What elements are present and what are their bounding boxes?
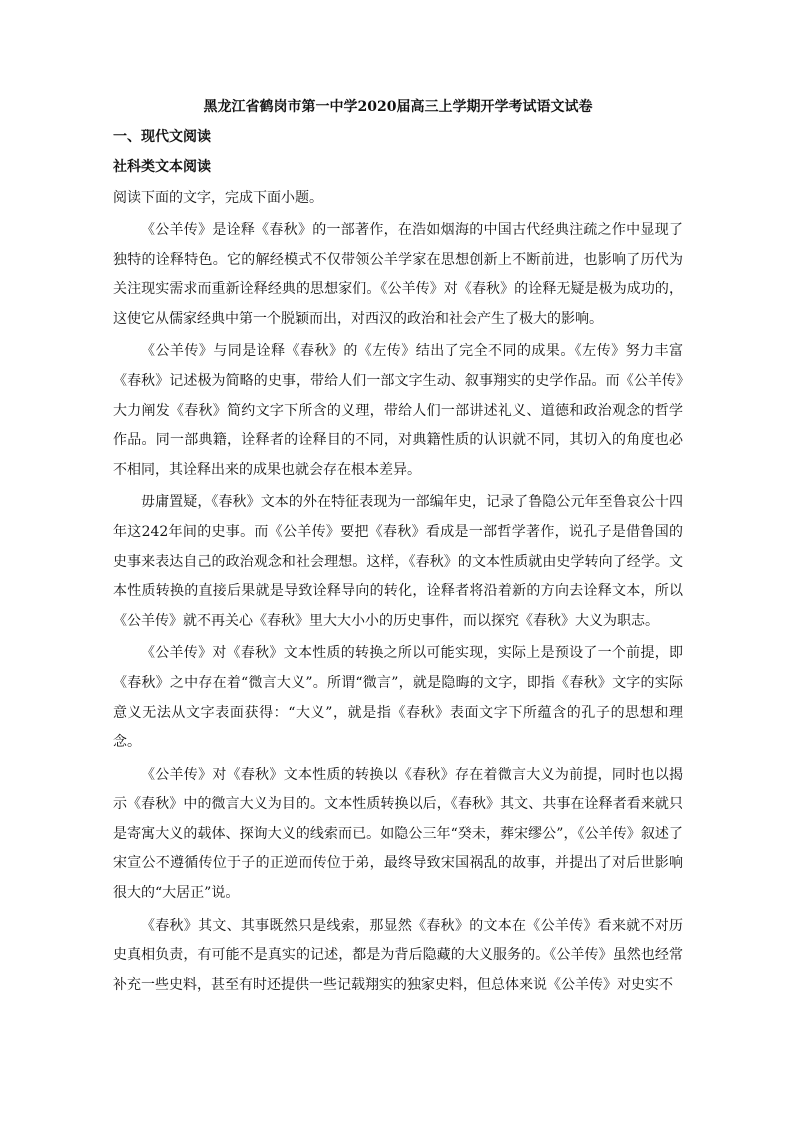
passage-paragraph-4: 《公羊传》对《春秋》文本性质的转换之所以可能实现，实际上是预设了一个前提，即《春秋》之中存在着“微言大义”。所谓“微言”，就是隐晦的文字，即指《春秋》文字的实际意义无法从文字表面获得：“大义”，就是指《春秋》表面文字下所蕴含的孔子的思想和理念。 (113, 645, 683, 751)
passage-paragraph-5: 《公羊传》对《春秋》文本性质的转换以《春秋》存在着微言大义为前提，同时也以揭示《春秋》中的微言大义为目的。文本性质转换以后，《春秋》其文、共事在诠释者看来就只是寄寓大义的载体、探询大义的线索而已。如隐公三年“癸未，葬宋缪公”，《公羊传》叙述了宋宣公不遵循传位于子的正逆而传位于弟，最终导致宋国祸乱的故事，并提出了对后世影响很大的“大居正”说。 (113, 766, 683, 902)
exam-page (113, 96, 683, 1003)
passage-paragraph-3: 毋庸置疑，《春秋》文本的外在特征表现为一部编年史，记录了鲁隐公元年至鲁哀公十四年这242年间的史事。而《公羊传》要把《春秋》看成是一部哲学著作，说孔子是借鲁国的史事来表达自己的政治观念和社会理想。这样，《春秋》的文本性质就由史学转向了经学。文本性质转换的直接后果就是导致诠释导向的转化，诠释者将沿着新的方向去诠释文本，所以《公羊传》就不再关心《春秋》里大大小小的历史事件，而以探究《春秋》大义为职志。 (113, 494, 683, 629)
section-heading: 一、现代文阅读 (113, 129, 211, 145)
passage-paragraph-6: 《春秋》其文、其事既然只是线索，那显然《春秋》的文本在《公羊传》看来就不对历史真相负责，有可能不是真实的记述，都是为背后隐藏的大义服务的。《公羊传》虽然也经常补充一些史料，甚至有时还提供一些记载翔实的独家史料，但总体来说《公羊传》对史实不 (113, 917, 683, 993)
passage-paragraph-2: 《公羊传》与同是诠释《春秋》的《左传》结出了完全不同的成果。《左传》努力丰富《春秋》记述极为简略的史事，带给人们一部文字生动、叙事翔实的史学作品。而《公羊传》大力阐发《春秋》简约文字下所含的义理，带给人们一部讲述礼义、道德和政治观念的哲学作品。同一部典籍，诠释者的诠释目的不同，对典籍性质的认识就不同，其切入的角度也必不相同，其诠释出来的成果也就会存在根本差异。 (113, 343, 683, 478)
exam-title: 黑龙江省鹤岗市第一中学2020届高三上学期开学考试语文试卷 (203, 99, 593, 115)
reading-instruction: 阅读下面的文字，完成下面小题。 (113, 190, 323, 206)
subsection-heading: 社科类文本阅读 (113, 159, 211, 175)
passage-paragraph-1: 《公羊传》是诠释《春秋》的一部著作，在浩如烟海的中国古代经典注疏之作中显现了独特的诠释特色。它的解经模式不仅带领公羊学家在思想创新上不断前进，也影响了历代为关注现实需求而重新诠释经典的思想家们。《公羊传》对《春秋》的诠释无疑是极为成功的，这使它从儒家经典中第一个脱颖而出，对西汉的政治和社会产生了极大的影响。 (113, 222, 683, 327)
